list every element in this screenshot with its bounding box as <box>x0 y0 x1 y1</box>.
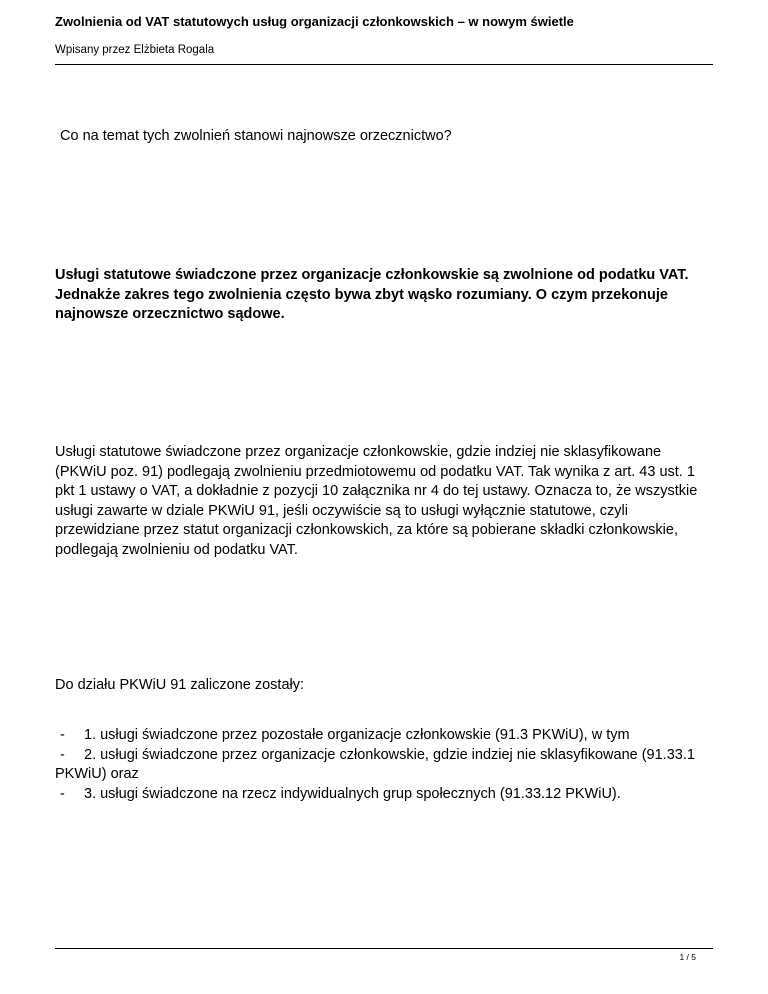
document-title: Zwolnienia od VAT statutowych usług organizacji członkowskich – w nowym świetle <box>55 14 574 29</box>
article-lead: Usługi statutowe świadczone przez organizacje członkowskie są zwolnione od podatku VAT. Jednakże zakres tego zwolnienia często bywa zbyt wąsko rozumiany. O czym przekonuje najnowsze orzecznictwo sądowe. <box>55 267 689 322</box>
page-number: 1 / 5 <box>679 952 696 962</box>
article-paragraph: Usługi statutowe świadczone przez organizacje członkowskie, gdzie indziej nie sklasyfikowane (PKWiU poz. 91) podlegają zwolnieniu przedmiotowemu od podatku VAT. Tak wynika z art. 43 ust. 1 pkt 1 ustawy o VAT, a dokładnie z pozycji 10 załącznika nr 4 do tej ustawy. Oznacza to, że wszystkie usługi zawarte w dziale PKWiU 91, jeśli oczywiście są to usługi wyłącznie statutowe, czyli przewidziane przez statut organizacji członkowskich, za które są pobierane składki członkowskie, podlegają zwolnieniu od podatku VAT. <box>55 444 698 558</box>
list-dash: - <box>60 785 65 802</box>
author-line: Wpisany przez Elżbieta Rogala <box>55 44 215 56</box>
list-item-text: 2. usługi świadczone przez organizacje członkowskie, gdzie indziej nie sklasyfikowane (91.33.1 PKWiU) oraz <box>55 746 695 782</box>
list-item <box>55 726 715 746</box>
service-list <box>55 726 715 804</box>
article-question: Co na temat tych zwolnień stanowi najnowsze orzecznictwo? <box>60 128 452 144</box>
section-intro: Do działu PKWiU 91 zaliczone zostały: <box>55 677 305 693</box>
list-dash: - <box>60 746 65 763</box>
list-item-text: 3. usługi świadczone na rzecz indywidualnych grup społecznych (91.33.12 PKWiU). <box>84 785 621 802</box>
list-item <box>55 746 715 785</box>
list-item-text: 1. usługi świadczone przez pozostałe organizacje członkowskie (91.3 PKWiU), w tym <box>84 727 630 743</box>
list-dash: - <box>60 727 65 743</box>
header-divider <box>55 64 713 65</box>
list-item <box>55 785 715 805</box>
footer-divider <box>55 948 713 949</box>
